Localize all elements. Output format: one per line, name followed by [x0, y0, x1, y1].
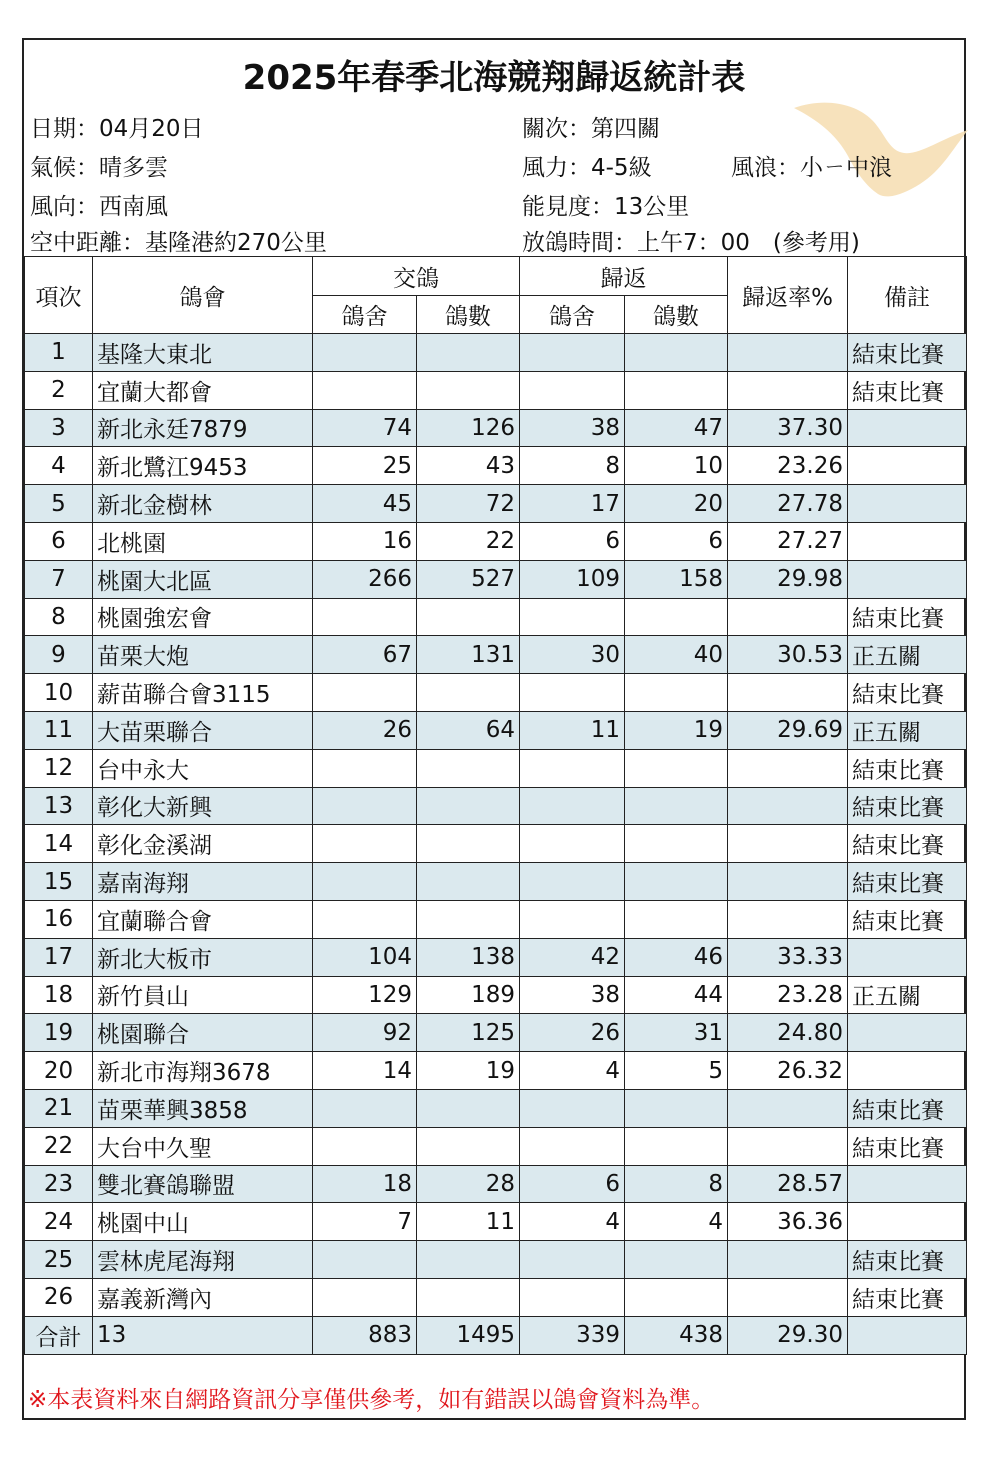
cell-returned-count	[625, 598, 728, 636]
cell-returned-count: 4	[625, 1203, 728, 1241]
cell-club: 新北大板市	[93, 938, 313, 976]
cell-returned-loft	[520, 1089, 625, 1127]
cell-rate: 36.36	[728, 1203, 848, 1241]
cell-returned-loft	[520, 1278, 625, 1316]
header-returned-count: 鴿數	[625, 296, 728, 334]
cell-no: 3	[25, 409, 93, 447]
cell-sent-count: 126	[417, 409, 520, 447]
cell-returned-count: 44	[625, 976, 728, 1014]
cell-rate: 28.57	[728, 1165, 848, 1203]
cell-club: 桃園聯合	[93, 1014, 313, 1052]
cell-sent-count	[417, 749, 520, 787]
cell-club: 台中永大	[93, 749, 313, 787]
cell-sent-loft: 129	[313, 976, 417, 1014]
cell-returned-count	[625, 900, 728, 938]
table-row	[25, 976, 967, 1014]
info-waves: 風浪：小ㄧ中浪	[731, 155, 892, 181]
cell-club: 彰化大新興	[93, 787, 313, 825]
info-release-time: 放鴿時間：上午7：00 (參考用)	[522, 230, 860, 256]
cell-sent-count	[417, 900, 520, 938]
cell-returned-loft: 38	[520, 409, 625, 447]
cell-rate: 27.27	[728, 522, 848, 560]
cell-remark	[848, 1014, 967, 1052]
cell-returned-count: 46	[625, 938, 728, 976]
cell-no: 13	[25, 787, 93, 825]
cell-club: 北桃園	[93, 522, 313, 560]
cell-returned-count: 47	[625, 409, 728, 447]
cell-sent-loft	[313, 825, 417, 863]
cell-returned-loft	[520, 825, 625, 863]
cell-rate	[728, 825, 848, 863]
cell-remark	[848, 1203, 967, 1241]
cell-remark: 正五關	[848, 711, 967, 749]
cell-club: 雙北賽鴿聯盟	[93, 1165, 313, 1203]
cell-no: 23	[25, 1165, 93, 1203]
cell-returned-loft	[520, 334, 625, 372]
cell-no: 14	[25, 825, 93, 863]
table-row	[25, 1241, 967, 1279]
cell-returned-count: 19	[625, 711, 728, 749]
cell-club: 嘉南海翔	[93, 863, 313, 901]
cell-sent-count	[417, 1241, 520, 1279]
cell-returned-loft: 4	[520, 1203, 625, 1241]
total-returned-loft: 339	[520, 1316, 625, 1354]
cell-returned-loft: 11	[520, 711, 625, 749]
cell-rate	[728, 749, 848, 787]
cell-sent-loft	[313, 749, 417, 787]
cell-club: 桃園大北區	[93, 560, 313, 598]
cell-returned-loft	[520, 1127, 625, 1165]
cell-returned-loft: 6	[520, 1165, 625, 1203]
cell-returned-count	[625, 371, 728, 409]
cell-returned-count: 158	[625, 560, 728, 598]
cell-sent-loft: 74	[313, 409, 417, 447]
table-row	[25, 371, 967, 409]
cell-sent-count	[417, 1127, 520, 1165]
cell-sent-loft: 26	[313, 711, 417, 749]
cell-sent-loft	[313, 674, 417, 712]
cell-no: 25	[25, 1241, 93, 1279]
cell-returned-loft: 109	[520, 560, 625, 598]
total-label: 合計	[25, 1316, 93, 1354]
cell-sent-count: 28	[417, 1165, 520, 1203]
cell-rate: 30.53	[728, 636, 848, 674]
cell-club: 新北永廷7879	[93, 409, 313, 447]
info-stage: 關次：第四關	[522, 116, 660, 142]
cell-sent-loft	[313, 1241, 417, 1279]
cell-club: 薪苗聯合會3115	[93, 674, 313, 712]
cell-sent-loft: 266	[313, 560, 417, 598]
cell-returned-loft: 42	[520, 938, 625, 976]
cell-returned-loft	[520, 749, 625, 787]
cell-no: 9	[25, 636, 93, 674]
cell-returned-count	[625, 1241, 728, 1279]
cell-returned-loft: 17	[520, 485, 625, 523]
cell-returned-loft	[520, 371, 625, 409]
cell-sent-loft: 92	[313, 1014, 417, 1052]
cell-remark	[848, 560, 967, 598]
table-row	[25, 447, 967, 485]
cell-rate	[728, 1278, 848, 1316]
cell-returned-loft: 30	[520, 636, 625, 674]
cell-sent-loft: 18	[313, 1165, 417, 1203]
table-row	[25, 1089, 967, 1127]
cell-returned-count	[625, 1127, 728, 1165]
cell-club: 宜蘭大都會	[93, 371, 313, 409]
info-distance: 空中距離：基隆港約270公里	[30, 230, 327, 256]
cell-sent-count	[417, 1089, 520, 1127]
header-no: 項次	[25, 257, 93, 334]
cell-rate	[728, 1127, 848, 1165]
header-rate: 歸返率%	[728, 257, 848, 334]
cell-sent-count	[417, 825, 520, 863]
table-row	[25, 598, 967, 636]
footnote: ※本表資料來自網路資訊分享僅供參考，如有錯誤以鴿會資料為準。	[28, 1387, 715, 1413]
table-row	[25, 1052, 967, 1090]
cell-returned-count	[625, 825, 728, 863]
cell-sent-count: 19	[417, 1052, 520, 1090]
header-sent-count: 鴿數	[417, 296, 520, 334]
cell-remark: 結束比賽	[848, 900, 967, 938]
cell-no: 12	[25, 749, 93, 787]
cell-sent-loft: 25	[313, 447, 417, 485]
cell-no: 19	[25, 1014, 93, 1052]
cell-remark: 結束比賽	[848, 334, 967, 372]
cell-club: 新北金樹林	[93, 485, 313, 523]
cell-returned-count	[625, 863, 728, 901]
cell-returned-count	[625, 787, 728, 825]
cell-no: 16	[25, 900, 93, 938]
cell-returned-count: 10	[625, 447, 728, 485]
cell-no: 6	[25, 522, 93, 560]
table-row	[25, 1165, 967, 1203]
cell-club: 雲林虎尾海翔	[93, 1241, 313, 1279]
header-returned-loft: 鴿舍	[520, 296, 625, 334]
cell-sent-loft	[313, 900, 417, 938]
cell-remark: 結束比賽	[848, 1089, 967, 1127]
cell-sent-loft	[313, 1089, 417, 1127]
cell-club: 新竹員山	[93, 976, 313, 1014]
cell-sent-count: 43	[417, 447, 520, 485]
total-remark	[848, 1316, 967, 1354]
cell-remark	[848, 522, 967, 560]
cell-sent-count: 138	[417, 938, 520, 976]
cell-sent-loft: 14	[313, 1052, 417, 1090]
cell-sent-loft	[313, 863, 417, 901]
table-row	[25, 938, 967, 976]
cell-rate	[728, 371, 848, 409]
table-row	[25, 636, 967, 674]
info-weather: 氣候：晴多雲	[30, 155, 168, 181]
table-row	[25, 674, 967, 712]
total-rate: 29.30	[728, 1316, 848, 1354]
cell-sent-count: 189	[417, 976, 520, 1014]
cell-sent-count: 11	[417, 1203, 520, 1241]
cell-sent-count: 72	[417, 485, 520, 523]
cell-sent-loft	[313, 371, 417, 409]
info-wind-direction: 風向：西南風	[30, 194, 168, 220]
cell-sent-loft	[313, 334, 417, 372]
cell-returned-count	[625, 334, 728, 372]
cell-rate: 23.28	[728, 976, 848, 1014]
cell-sent-loft	[313, 598, 417, 636]
cell-rate: 29.69	[728, 711, 848, 749]
cell-remark: 正五關	[848, 636, 967, 674]
page-title: 2025年春季北海競翔歸返統計表	[242, 58, 746, 98]
cell-club: 桃園中山	[93, 1203, 313, 1241]
table-row	[25, 522, 967, 560]
info-wind-force: 風力：4-5級	[522, 155, 652, 181]
header-remark: 備註	[848, 257, 967, 334]
table-body	[25, 334, 967, 1317]
cell-club: 大苗栗聯合	[93, 711, 313, 749]
cell-no: 11	[25, 711, 93, 749]
cell-sent-count: 131	[417, 636, 520, 674]
cell-sent-count	[417, 371, 520, 409]
table-row	[25, 863, 967, 901]
cell-remark	[848, 447, 967, 485]
cell-rate	[728, 900, 848, 938]
cell-returned-count	[625, 1089, 728, 1127]
cell-remark: 結束比賽	[848, 1127, 967, 1165]
cell-no: 10	[25, 674, 93, 712]
cell-no: 4	[25, 447, 93, 485]
cell-remark	[848, 485, 967, 523]
cell-rate	[728, 863, 848, 901]
cell-returned-loft	[520, 787, 625, 825]
total-sent-count: 1495	[417, 1316, 520, 1354]
cell-returned-loft	[520, 863, 625, 901]
cell-remark: 結束比賽	[848, 1278, 967, 1316]
cell-sent-count	[417, 598, 520, 636]
cell-rate: 37.30	[728, 409, 848, 447]
cell-club: 苗栗大炮	[93, 636, 313, 674]
cell-rate	[728, 1089, 848, 1127]
cell-rate	[728, 598, 848, 636]
cell-returned-loft: 4	[520, 1052, 625, 1090]
cell-rate: 29.98	[728, 560, 848, 598]
cell-no: 21	[25, 1089, 93, 1127]
cell-remark	[848, 409, 967, 447]
cell-club: 苗栗華興3858	[93, 1089, 313, 1127]
table-row	[25, 787, 967, 825]
cell-rate: 24.80	[728, 1014, 848, 1052]
cell-remark	[848, 1165, 967, 1203]
cell-no: 20	[25, 1052, 93, 1090]
table-row	[25, 711, 967, 749]
header-returned: 歸返	[520, 257, 728, 296]
table-row	[25, 1203, 967, 1241]
table-row	[25, 1127, 967, 1165]
cell-club: 基隆大東北	[93, 334, 313, 372]
table-row	[25, 900, 967, 938]
cell-no: 5	[25, 485, 93, 523]
cell-sent-loft: 16	[313, 522, 417, 560]
table-row	[25, 485, 967, 523]
cell-rate: 23.26	[728, 447, 848, 485]
header-club: 鴿會	[93, 257, 313, 334]
cell-sent-count	[417, 787, 520, 825]
cell-remark: 結束比賽	[848, 674, 967, 712]
table-row	[25, 409, 967, 447]
cell-sent-loft	[313, 1278, 417, 1316]
cell-remark	[848, 938, 967, 976]
cell-returned-count	[625, 674, 728, 712]
cell-returned-count	[625, 1278, 728, 1316]
cell-returned-count: 40	[625, 636, 728, 674]
cell-no: 8	[25, 598, 93, 636]
cell-returned-loft	[520, 1241, 625, 1279]
cell-returned-loft	[520, 598, 625, 636]
cell-no: 24	[25, 1203, 93, 1241]
cell-rate: 26.32	[728, 1052, 848, 1090]
cell-sent-count	[417, 1278, 520, 1316]
cell-remark	[848, 1052, 967, 1090]
cell-no: 15	[25, 863, 93, 901]
total-returned-count: 438	[625, 1316, 728, 1354]
cell-club: 桃園強宏會	[93, 598, 313, 636]
cell-returned-loft	[520, 674, 625, 712]
cell-no: 18	[25, 976, 93, 1014]
table-row	[25, 334, 967, 372]
cell-returned-loft: 6	[520, 522, 625, 560]
cell-sent-count: 527	[417, 560, 520, 598]
cell-remark: 正五關	[848, 976, 967, 1014]
cell-no: 22	[25, 1127, 93, 1165]
cell-remark: 結束比賽	[848, 1241, 967, 1279]
cell-returned-count: 6	[625, 522, 728, 560]
cell-remark: 結束比賽	[848, 863, 967, 901]
table-row	[25, 749, 967, 787]
cell-sent-loft: 7	[313, 1203, 417, 1241]
cell-returned-count: 5	[625, 1052, 728, 1090]
cell-sent-count: 22	[417, 522, 520, 560]
table-row	[25, 560, 967, 598]
table-row	[25, 1014, 967, 1052]
cell-sent-loft: 67	[313, 636, 417, 674]
cell-remark: 結束比賽	[848, 371, 967, 409]
cell-rate	[728, 674, 848, 712]
cell-sent-count: 125	[417, 1014, 520, 1052]
cell-sent-count	[417, 863, 520, 901]
cell-club: 宜蘭聯合會	[93, 900, 313, 938]
cell-no: 7	[25, 560, 93, 598]
cell-sent-loft	[313, 1127, 417, 1165]
cell-sent-loft: 45	[313, 485, 417, 523]
header-sent: 交鴿	[313, 257, 520, 296]
table-row	[25, 1278, 967, 1316]
cell-rate	[728, 334, 848, 372]
cell-returned-loft: 26	[520, 1014, 625, 1052]
cell-remark: 結束比賽	[848, 598, 967, 636]
cell-returned-count: 31	[625, 1014, 728, 1052]
cell-club: 彰化金溪湖	[93, 825, 313, 863]
stats-sheet	[22, 38, 966, 1420]
cell-returned-count: 20	[625, 485, 728, 523]
cell-returned-loft	[520, 900, 625, 938]
cell-returned-count: 8	[625, 1165, 728, 1203]
cell-club: 大台中久聖	[93, 1127, 313, 1165]
cell-rate: 33.33	[728, 938, 848, 976]
cell-no: 17	[25, 938, 93, 976]
cell-no: 1	[25, 334, 93, 372]
cell-no: 2	[25, 371, 93, 409]
cell-returned-count	[625, 749, 728, 787]
cell-remark: 結束比賽	[848, 787, 967, 825]
cell-sent-count	[417, 674, 520, 712]
cell-remark: 結束比賽	[848, 825, 967, 863]
cell-club: 嘉義新灣內	[93, 1278, 313, 1316]
total-row	[25, 1316, 967, 1354]
cell-sent-count: 64	[417, 711, 520, 749]
cell-sent-loft	[313, 787, 417, 825]
cell-sent-loft: 104	[313, 938, 417, 976]
cell-no: 26	[25, 1278, 93, 1316]
cell-sent-count	[417, 334, 520, 372]
cell-remark: 結束比賽	[848, 749, 967, 787]
cell-returned-loft: 8	[520, 447, 625, 485]
cell-club: 新北市海翔3678	[93, 1052, 313, 1090]
total-club-count: 13	[93, 1316, 313, 1354]
cell-returned-loft: 38	[520, 976, 625, 1014]
cell-rate: 27.78	[728, 485, 848, 523]
info-date: 日期：04月20日	[30, 116, 204, 142]
cell-club: 新北鷺江9453	[93, 447, 313, 485]
table-row	[25, 825, 967, 863]
info-visibility: 能見度：13公里	[522, 194, 690, 220]
results-table	[24, 256, 967, 1355]
cell-rate	[728, 787, 848, 825]
cell-rate	[728, 1241, 848, 1279]
total-sent-loft: 883	[313, 1316, 417, 1354]
header-sent-loft: 鴿舍	[313, 296, 417, 334]
